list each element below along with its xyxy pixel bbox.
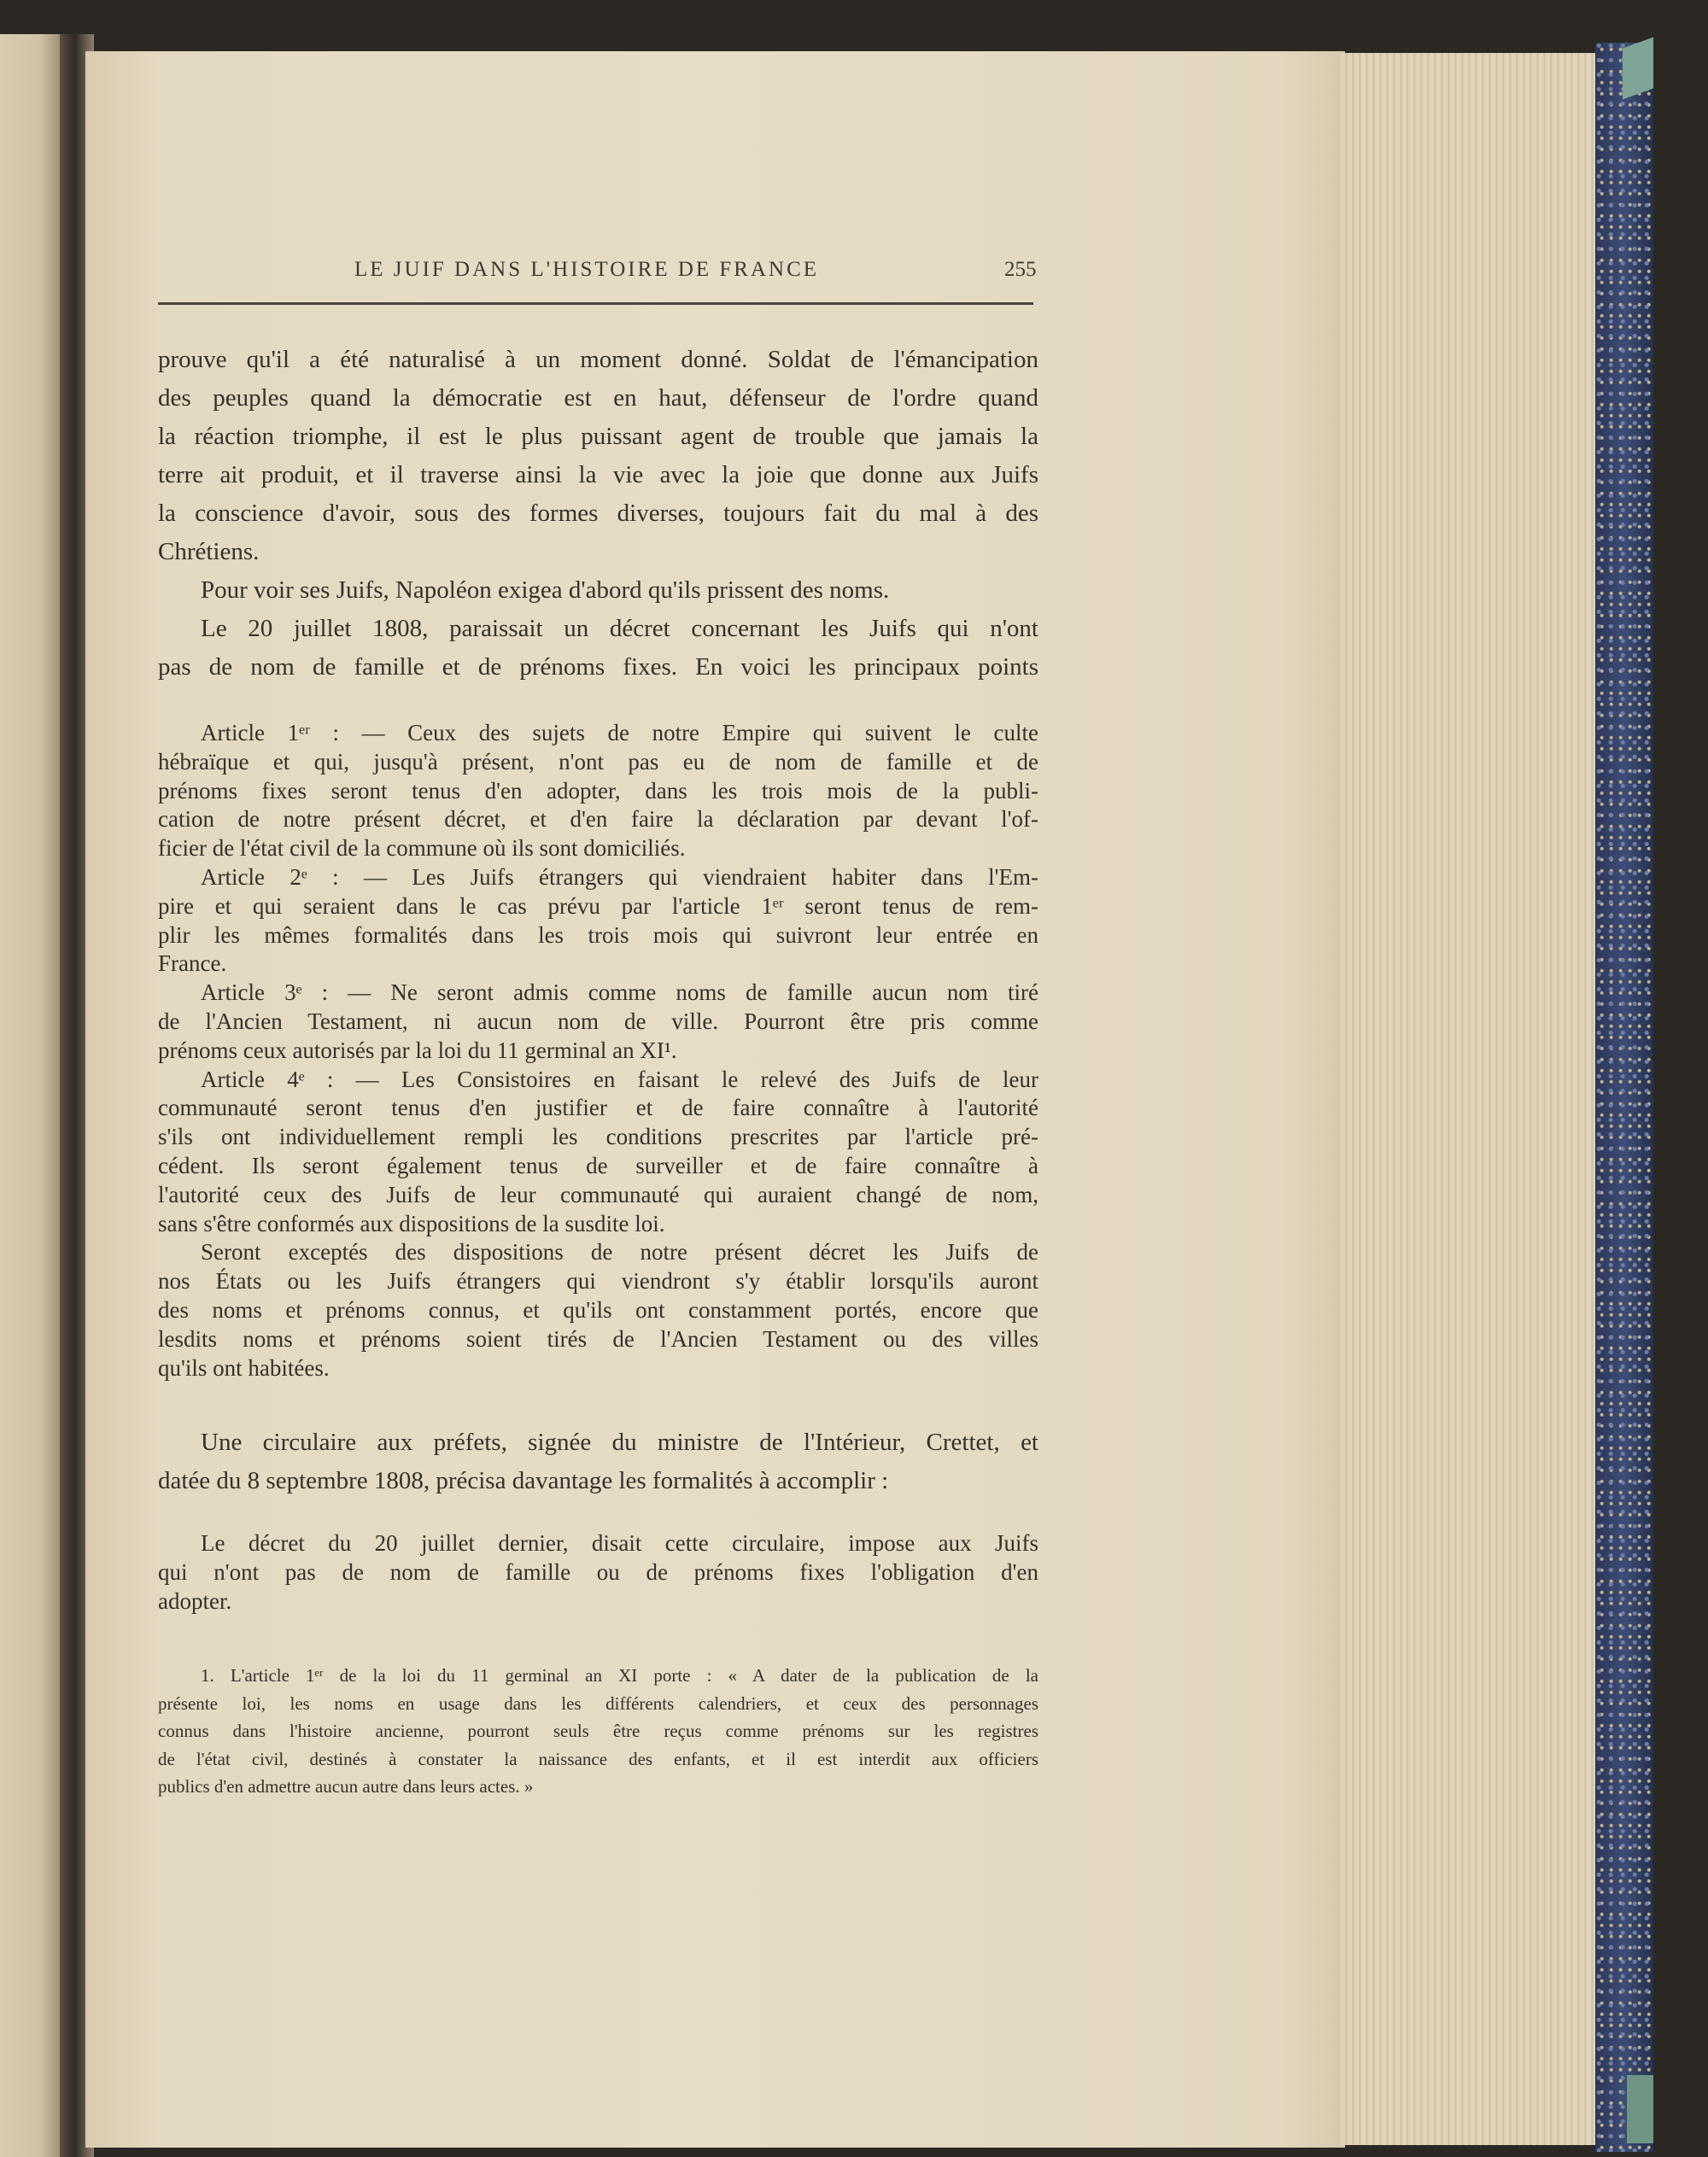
body-text-line: prouve qu'il a été naturalisé à un moment donné. Soldat de l'émancipation [158,346,1038,373]
quoted-text-line: pire et qui seraient dans le cas prévu par l'article 1ᵉʳ seront tenus de rem- [158,892,1038,919]
body-text-line: la conscience d'avoir, sous des formes diverses, toujours fait du mal à des [158,500,1038,527]
body-text-line: pas de nom de famille et de prénoms fixes. En voici les principaux points [158,653,1038,681]
header-rule [158,302,1033,305]
quoted-text-line: Article 4ᵉ : — Les Consistoires en faisant le relevé des Juifs de leur [201,1066,1038,1092]
facing-page-edge [0,34,68,2157]
body-text-line: Une circulaire aux préfets, signée du ministre de l'Intérieur, Crettet, et [201,1429,1038,1456]
footnote-line: connus dans l'histoire ancienne, pourront seuls être reçus comme prénoms sur les registres [158,1721,1038,1741]
quoted-text-line: des noms et prénoms connus, et qu'ils ont constamment portés, encore que [158,1297,1038,1323]
quoted-text-line: communauté seront tenus d'en justifier et de faire connaître à l'autorité [158,1095,1038,1121]
quoted-text-line: prénoms ceux autorisés par la loi du 11 germinal an XI¹. [158,1037,677,1063]
quoted-text-line: qui n'ont pas de nom de famille ou de prénoms fixes l'obligation d'en [158,1558,1038,1585]
quoted-text-line: l'autorité ceux des Juifs de leur communauté qui auraient changé de nom, [158,1181,1038,1207]
body-text-line: la réaction triomphe, il est le plus puissant agent de trouble que jamais la [158,423,1038,450]
quoted-text-line: s'ils ont individuellement rempli les conditions prescrites par l'article pré- [158,1124,1038,1150]
quoted-text-line: France. [158,950,227,977]
body-text-line: terre ait produit, et il traverse ainsi la vie avec la joie que donne aux Juifs [158,461,1038,488]
quoted-text-line: cédent. Ils seront également tenus de surveiller et de faire connaître à [158,1153,1038,1178]
footnote-line: présente loi, les noms en usage dans les différents calendriers, et ceux des personnages [158,1692,1038,1714]
quoted-text-line: Article 1ᵉʳ : — Ceux des sujets de notre Empire qui suivent le culte [201,720,1038,745]
footnote-line: de l'état civil, destinés à constater la naissance des enfants, et il est interdit aux officiers [158,1748,1038,1769]
quoted-text-line: ficier de l'état civil de la commune où ils sont domiciliés. [158,835,686,862]
body-text-line: datée du 8 septembre 1808, précisa davantage les formalités à accomplir : [158,1467,889,1494]
cover-corner-bottom [1627,2075,1653,2143]
quoted-text-line: Article 3ᵉ : — Ne seront admis comme noms de famille aucun nom tiré [201,979,1038,1006]
quoted-text-line: qu'ils ont habitées. [158,1354,330,1381]
quoted-text-line: plir les mêmes formalités dans les trois mois qui suivront leur entrée en [158,921,1038,948]
body-text-line: Pour voir ses Juifs, Napoléon exigea d'abord qu'ils prissent des noms. [201,576,890,604]
quoted-text-line: nos États ou les Juifs étrangers qui viendront s'y établir lorsqu'ils auront [158,1268,1038,1295]
quoted-text-line: Seront exceptés des dispositions de notre présent décret les Juifs de [201,1239,1038,1266]
quoted-text-line: hébraïque et qui, jusqu'à présent, n'ont pas eu de nom de famille et de [158,748,1038,775]
quoted-text-line: lesdits noms et prénoms soient tirés de l'Ancien Testament ou des villes [158,1325,1038,1352]
footnote-line: 1. L'article 1ᵉʳ de la loi du 11 germinal an XI porte : « A dater de la publication de la [201,1665,1038,1686]
quoted-text-line: Le décret du 20 juillet dernier, disait cette circulaire, impose aux Juifs [201,1530,1038,1556]
quoted-text-line: sans s'être conformés aux dispositions de la susdite loi. [158,1210,665,1236]
page-edges-stack [1341,53,1597,2145]
body-text-line: des peuples quand la démocratie est en haut, défenseur de l'ordre quand [158,384,1038,412]
quoted-text-line: adopter. [158,1587,232,1614]
page-number: 255 [1004,258,1037,281]
quoted-text-line: prénoms fixes seront tenus d'en adopter, dans les trois mois de la publi- [158,777,1038,804]
body-text-line: Chrétiens. [158,538,260,565]
footnote-line: publics d'en admettre aucun autre dans leurs actes. » [158,1776,534,1797]
quoted-text-line: de l'Ancien Testament, ni aucun nom de ville. Pourront être pris comme [158,1008,1038,1034]
marbled-cover [1595,43,1653,2152]
quoted-text-line: Article 2ᵉ : — Les Juifs étrangers qui viendraient habiter dans l'Em- [201,864,1038,890]
body-text-line: Le 20 juillet 1808, paraissait un décret concernant les Juifs qui n'ont [201,615,1038,642]
running-title: LE JUIF DANS L'HISTOIRE DE FRANCE [354,258,820,281]
quoted-text-line: cation de notre présent décret, et d'en faire la déclaration par devant l'of- [158,806,1038,833]
